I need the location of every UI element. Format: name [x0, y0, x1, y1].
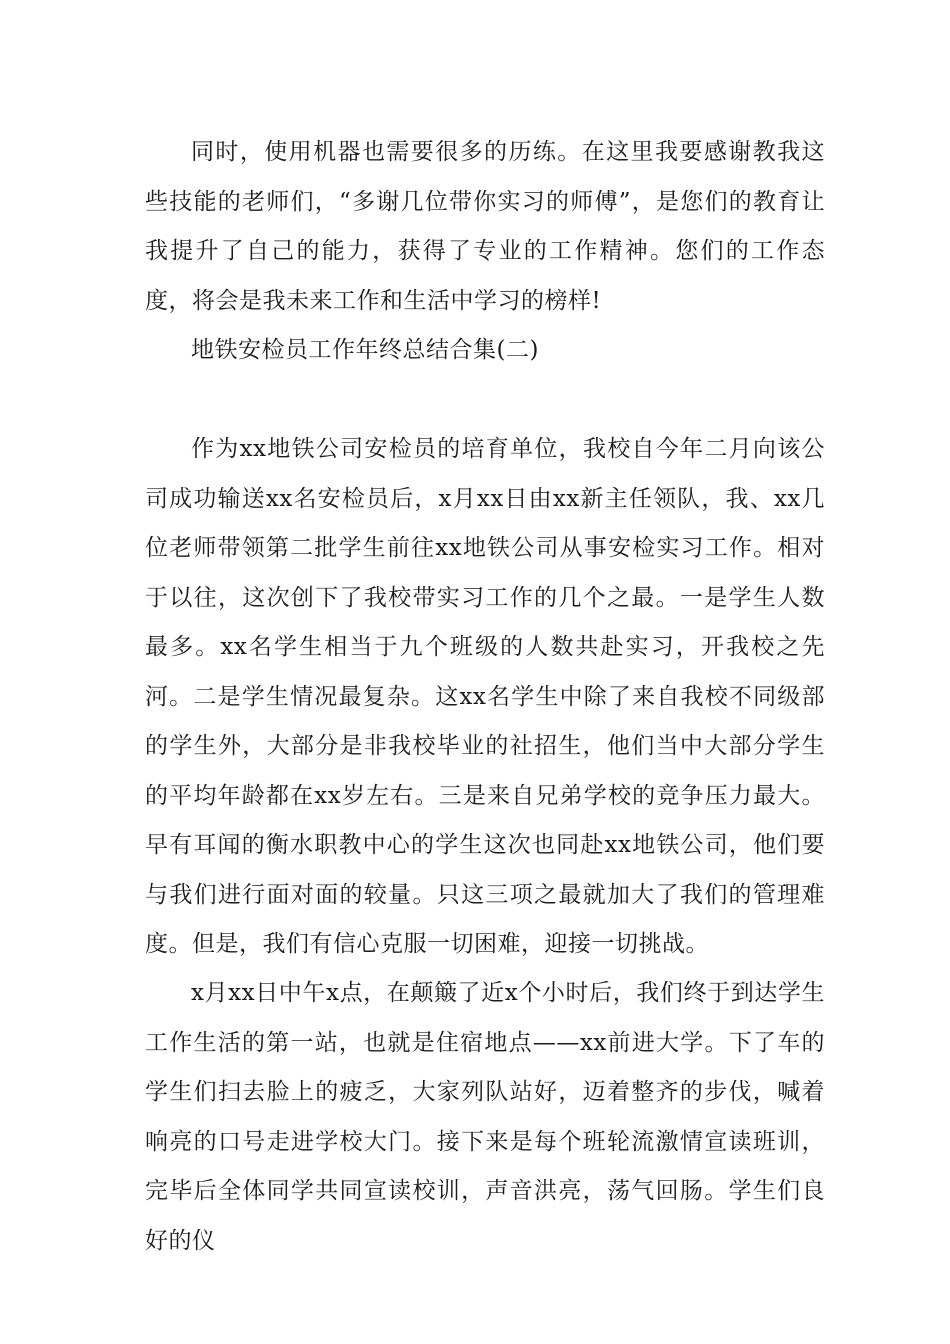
body-paragraph: x月xx日中午x点，在颠簸了近x个小时后，我们终于到达学生工作生活的第一站，也就是住宿地点——xx前进大学。下了车的学生们扫去脸上的疲乏，大家列队站好，迈着整齐的步伐，喊着响亮的口号走进学校大门。接下来是每个班轮流激情宣读班训，完毕后全体同学共同宣读校训，声音洪亮，荡气回肠。学生们良好的仪	[145, 980, 825, 1254]
body-paragraph: 同时，使用机器也需要很多的历练。在这里我要感谢教我这些技能的老师们，“多谢几位带你实习的师傅”，是您们的教育让我提升了自己的能力，获得了专业的工作精神。您们的工作态度，将会是我未来工作和生活中学习的榜样!	[145, 139, 825, 314]
body-paragraph: 作为xx地铁公司安检员的培育单位，我校自今年二月向该公司成功输送xx名安检员后，x月xx日由xx新主任领队，我、xx几位老师带领第二批学生前往xx地铁公司从事安检实习工作。相对于以往，这次创下了我校带实习工作的几个之最。一是学生人数最多。xx名学生相当于九个班级的人数共赴实习，开我校之先河。二是学生情况最复杂。这xx名学生中除了来自我校不同级部的学生外，大部分是非我校毕业的社招生，他们当中大部分学生的平均年龄都在xx岁左右。三是来自兄弟学校的竞争压力最大。早有耳闻的衡水职教中心的学生这次也同赴xx地铁公司，他们要与我们进行面对面的较量。只这三项之最就加大了我们的管理难度。但是，我们有信心克服一切困难，迎接一切挑战。	[145, 436, 825, 957]
section-heading: 地铁安检员工作年终总结合集(二)	[191, 337, 539, 363]
